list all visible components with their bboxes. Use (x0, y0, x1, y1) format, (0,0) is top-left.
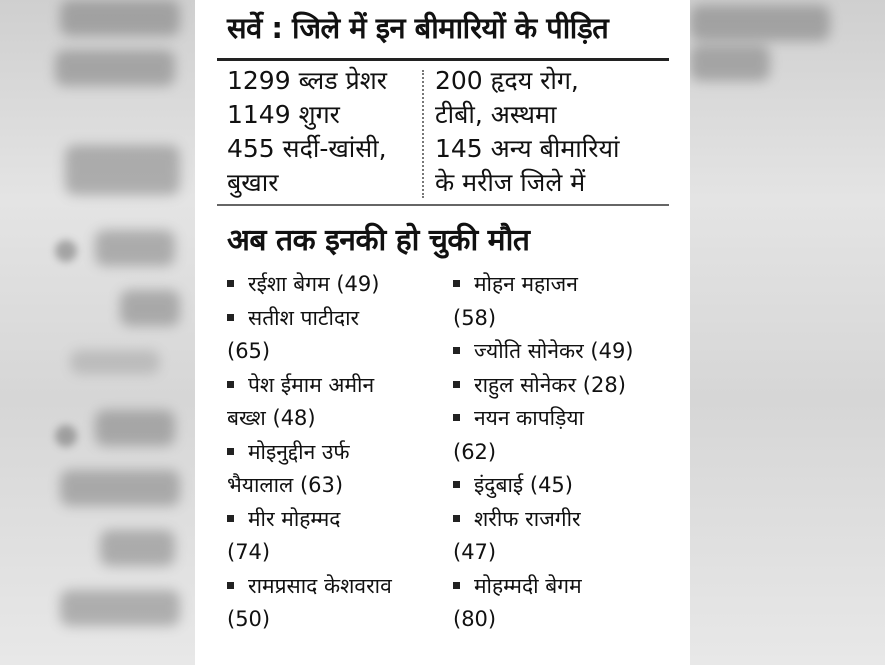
death-entry-text: राहुल सोनेकर (28) (474, 372, 626, 397)
death-entry-text: (50) (227, 607, 271, 631)
death-list-line (227, 503, 392, 537)
bullet-icon (453, 280, 460, 287)
blurred-background-left (0, 0, 195, 665)
bullet-icon (227, 515, 234, 522)
blurred-text (60, 590, 180, 626)
bullet-icon (227, 280, 234, 287)
bullet-icon (453, 481, 460, 488)
death-list-line (227, 268, 392, 302)
blurred-text (100, 530, 175, 566)
column-divider (422, 70, 424, 198)
blurred-text (690, 5, 830, 41)
death-entry-text: (62) (453, 439, 497, 464)
death-entry-text: (74) (227, 540, 271, 564)
death-entry-text: (58) (453, 305, 497, 330)
death-list-line (227, 436, 392, 470)
death-entry-text: (80) (453, 607, 497, 631)
title-rule (217, 58, 669, 61)
death-list-line (227, 402, 392, 436)
death-entry-text: सतीश पाटीदार (248, 305, 360, 330)
death-entry-text: रामप्रसाद केशवराव (248, 573, 392, 598)
deaths-list-left (227, 268, 392, 637)
survey-stats-left (227, 64, 387, 200)
bullet-icon (227, 314, 234, 321)
death-list-line (453, 570, 634, 604)
stat-line: 200 हृदय रोग, (435, 66, 579, 95)
bullet-icon (453, 381, 460, 388)
bullet-icon (453, 582, 460, 589)
stat-line: के मरीज जिले में (435, 168, 586, 197)
death-list-line (453, 469, 634, 503)
death-list-line (227, 369, 392, 403)
death-list-line (453, 536, 634, 570)
death-entry-text: (47) (453, 540, 497, 564)
death-entry-text: मोहन महाजन (474, 272, 578, 296)
death-list-line (453, 603, 634, 637)
bullet-icon (453, 414, 460, 421)
death-entry-text: नयन कापड़िया (474, 406, 584, 430)
deaths-list-right (453, 268, 634, 637)
bullet-icon (227, 448, 234, 455)
death-list-line (453, 302, 634, 336)
blurred-text (70, 350, 160, 374)
death-list-line (453, 503, 634, 537)
survey-title: सर्वे : जिले में इन बीमारियों के पीड़ित (227, 11, 609, 45)
stat-line: 455 सर्दी-खांसी, (227, 134, 387, 163)
death-list-line (227, 469, 392, 503)
death-list-line (227, 536, 392, 570)
blurred-text (690, 45, 770, 81)
survey-stats-right (435, 64, 619, 200)
stat-line: 1299 ब्लड प्रेशर (227, 66, 387, 95)
section-rule (217, 204, 669, 206)
death-entry-text: भैयालाल (63) (227, 473, 344, 497)
death-list-line (453, 335, 634, 369)
stat-line: टीबी, अस्थमा (435, 100, 557, 129)
bullet-icon (453, 515, 460, 522)
stat-line: बुखार (227, 168, 279, 197)
death-entry-text: पेश ईमाम अमीन (248, 372, 375, 397)
death-list-line (227, 570, 392, 604)
bullet-icon (227, 582, 234, 589)
deaths-title: अब तक इनकी हो चुकी मौत (227, 223, 530, 258)
death-entry-text: बख्श (48) (227, 406, 316, 430)
death-entry-text: रईशा बेगम (49) (248, 272, 380, 296)
blurred-background-right (690, 0, 885, 665)
blurred-text (120, 290, 180, 326)
death-list-line (453, 369, 634, 403)
death-entry-text: ज्योति सोनेकर (49) (474, 339, 634, 363)
blurred-text (95, 410, 175, 446)
death-list-line (453, 268, 634, 302)
death-list-line (453, 402, 634, 436)
news-card (195, 0, 690, 665)
death-list-line (227, 335, 392, 369)
death-list-line (453, 436, 634, 470)
blurred-text (65, 145, 180, 195)
bullet-icon (453, 347, 460, 354)
blurred-text (60, 470, 180, 506)
stat-line: 1149 शुगर (227, 100, 340, 129)
blurred-text (95, 230, 175, 266)
death-entry-text: मोहम्मदी बेगम (474, 573, 582, 598)
bullet-icon (227, 381, 234, 388)
blurred-bullet (55, 425, 77, 447)
death-entry-text: (65) (227, 339, 271, 363)
blurred-bullet (55, 240, 77, 262)
blurred-text (60, 0, 180, 36)
death-entry-text: मोइनुद्दीन उर्फ (248, 439, 350, 464)
death-entry-text: इंदुबाई (45) (474, 473, 573, 497)
death-entry-text: शरीफ राजगीर (474, 506, 581, 531)
death-list-line (227, 603, 392, 637)
stat-line: 145 अन्य बीमारियां (435, 134, 620, 163)
death-entry-text: मीर मोहम्मद (248, 506, 341, 531)
death-list-line (227, 302, 392, 336)
blurred-text (55, 50, 175, 86)
